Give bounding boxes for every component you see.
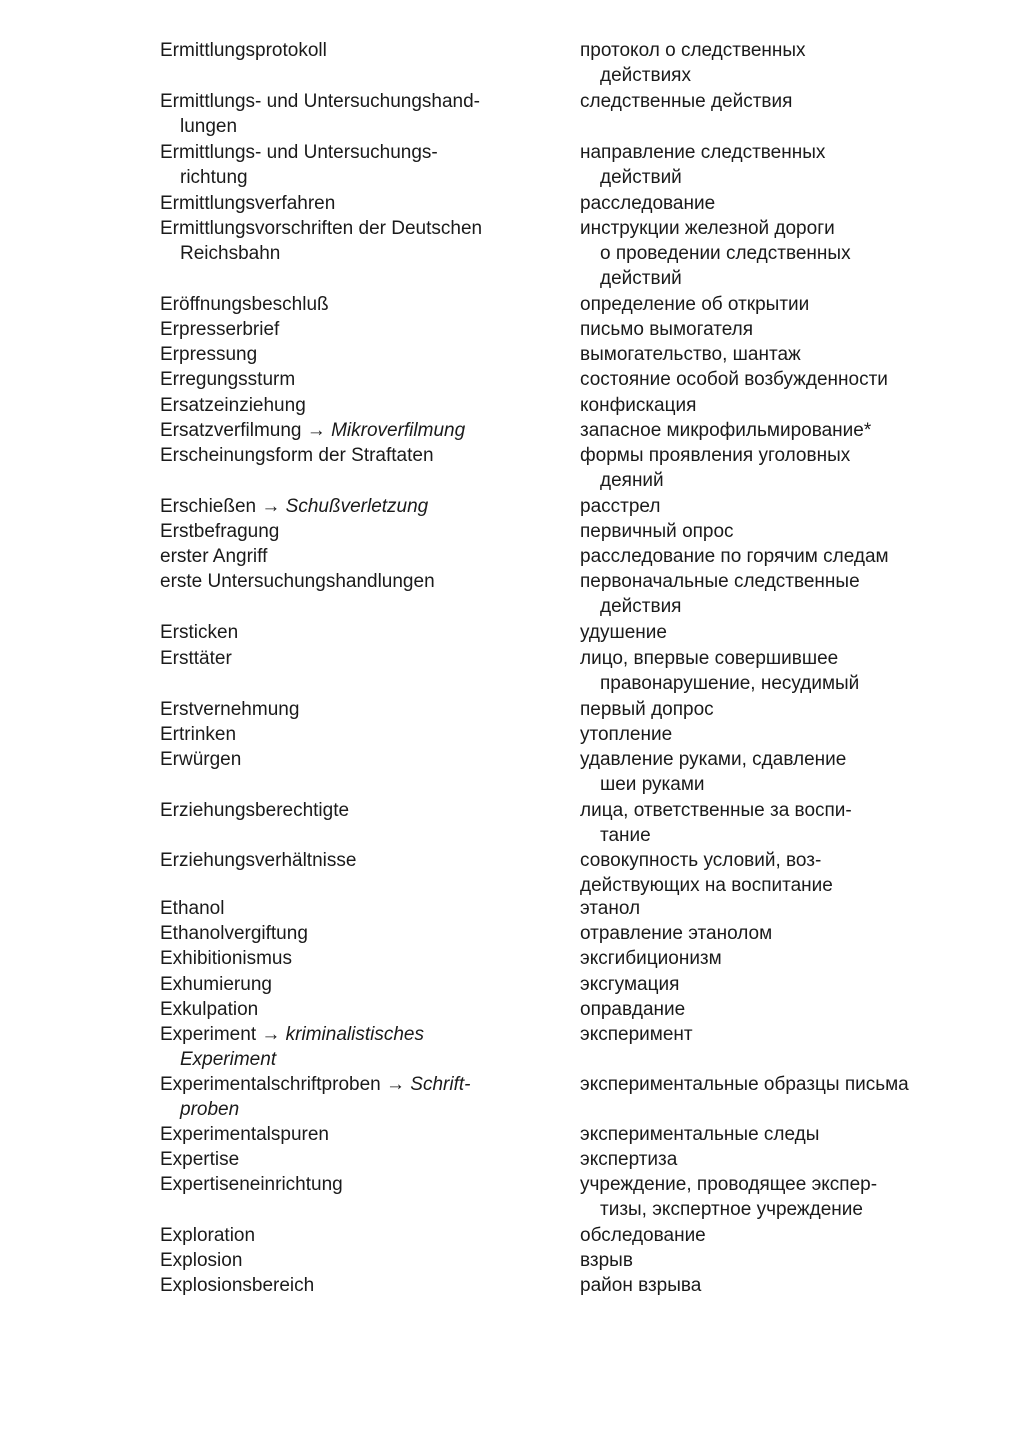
term-de: [160, 697, 299, 722]
term-line: lungen: [180, 116, 238, 137]
translation-ru: [580, 997, 685, 1022]
translation-ru: [580, 443, 850, 493]
translation-line: правонарушение, несудимый: [600, 673, 860, 694]
translation-line: конфискация: [580, 395, 697, 416]
term-line: [160, 1022, 424, 1047]
translation-ru: [580, 367, 888, 392]
term-de: [160, 89, 480, 139]
translation-line: действий: [600, 268, 682, 289]
translation-ru: [580, 418, 871, 443]
translation-line: эксгумация: [580, 974, 680, 995]
term-line: Erziehungsverhältnisse: [160, 850, 357, 871]
translation-line: действия: [600, 596, 682, 617]
translation-line: о проведении следственных: [600, 243, 851, 264]
translation-ru: [580, 697, 714, 722]
translation-line: учреждение, проводящее экспер-: [580, 1174, 878, 1195]
translation-line: шеи руками: [600, 774, 705, 795]
term-line: richtung: [180, 167, 248, 188]
translation-line: состояние особой возбужденности: [580, 369, 888, 390]
term-line: Erziehungsberechtigte: [160, 800, 350, 821]
term-line: Explosion: [160, 1250, 243, 1271]
term-de: [160, 798, 349, 823]
term-line: Eröffnungsbeschluß: [160, 294, 329, 315]
term-line: Exhibitionismus: [160, 948, 292, 969]
term-line: Explosionsbereich: [160, 1275, 315, 1296]
translation-ru: [580, 191, 715, 216]
term-line: Erpresserbrief: [160, 319, 280, 340]
translation-ru: [580, 393, 696, 418]
term-line: Ethanolvergiftung: [160, 923, 308, 944]
term-de: [160, 997, 258, 1022]
translation-line: вымогательство, шантаж: [580, 344, 801, 365]
translation-line: расследование по горячим следам: [580, 546, 889, 567]
translation-line: лица, ответственные за воспи-: [580, 800, 852, 821]
translation-ru: [580, 798, 852, 848]
term-de: [160, 1248, 242, 1273]
term-de: [160, 646, 232, 671]
translation-line: направление следственных: [580, 142, 826, 163]
term-line: Ermittlungs- und Untersuchungshand-: [160, 91, 481, 112]
term-line: Erstbefragung: [160, 521, 280, 542]
translation-ru: [580, 216, 851, 291]
term-de: [160, 896, 224, 921]
term-line: Ersatzeinziehung: [160, 395, 306, 416]
term-line: Erstvernehmung: [160, 699, 300, 720]
translation-line: действий: [600, 167, 682, 188]
arrow-right-icon: →: [306, 420, 326, 441]
term-line: Erscheinungsform der Straftaten: [160, 445, 434, 466]
translation-line: тание: [600, 825, 651, 846]
term-de: [160, 1122, 329, 1147]
cross-reference-link[interactable]: Mikroverfilmung: [331, 420, 466, 441]
term-line: Ermittlungsprotokoll: [160, 40, 327, 61]
term-de: [160, 140, 438, 190]
translation-ru: [580, 342, 801, 367]
term-de: [160, 1072, 470, 1122]
term-de: [160, 443, 434, 468]
term-de: [160, 722, 236, 747]
term-line: Ermittlungs- und Untersuchungs-: [160, 142, 438, 163]
term-line: Ersttäter: [160, 648, 232, 669]
translation-line: утопление: [580, 724, 673, 745]
translation-line: тизы, экспертное учреждение: [600, 1199, 863, 1220]
translation-ru: [580, 140, 825, 190]
translation-ru: [580, 620, 667, 645]
translation-ru: [580, 896, 640, 921]
term-de: [160, 1147, 239, 1172]
term-de: [160, 519, 279, 544]
term-line: Reichsbahn: [180, 243, 281, 264]
translation-ru: [580, 1147, 677, 1172]
translation-ru: [580, 38, 806, 88]
translation-line: оправдание: [580, 999, 686, 1020]
term-line: [160, 1072, 470, 1097]
translation-line: запасное микрофильмирование*: [580, 420, 872, 441]
translation-ru: [580, 747, 846, 797]
term-line: Erregungssturm: [160, 369, 296, 390]
term-line: [160, 418, 465, 443]
translation-line: протокол о следственных: [580, 40, 806, 61]
translation-ru: [580, 1223, 706, 1248]
translation-ru: [580, 292, 809, 317]
translation-line: первоначальные следственные: [580, 571, 860, 592]
translation-ru: [580, 317, 753, 342]
term-de: [160, 393, 306, 418]
term-line: Exkulpation: [160, 999, 259, 1020]
translation-ru: [580, 1273, 701, 1298]
term-text: Experiment: [160, 1024, 257, 1045]
translation-line: взрыв: [580, 1250, 633, 1271]
arrow-right-icon: →: [261, 496, 281, 517]
translation-line: письмо вымогателя: [580, 319, 754, 340]
translation-ru: [580, 722, 672, 747]
translation-line: экспериментальные образцы письма: [580, 1074, 909, 1095]
translation-ru: [580, 1172, 877, 1222]
translation-ru: [580, 946, 722, 971]
term-de: [160, 418, 465, 443]
term-de: [160, 317, 279, 342]
translation-ru: [580, 1248, 633, 1273]
term-line: erster Angriff: [160, 546, 268, 567]
term-line: Expertiseneinrichtung: [160, 1174, 343, 1195]
cross-reference-link[interactable]: Schrift-: [410, 1074, 471, 1095]
translation-line: район взрыва: [580, 1275, 702, 1296]
translation-ru: [580, 1122, 819, 1147]
term-text: Erschießen: [160, 496, 257, 517]
cross-reference-continuation[interactable]: Experiment: [180, 1049, 277, 1070]
term-de: [160, 1223, 255, 1248]
arrow-right-icon: →: [261, 1024, 281, 1045]
translation-ru: [580, 848, 833, 898]
term-de: [160, 946, 292, 971]
arrow-right-icon: →: [386, 1074, 405, 1095]
term-de: [160, 1273, 314, 1298]
term-line: Exhumierung: [160, 974, 272, 995]
term-line: Expertise: [160, 1149, 240, 1170]
translation-line: эксперимент: [580, 1024, 693, 1045]
translation-ru: [580, 646, 859, 696]
cross-reference-link[interactable]: kriminalistisches: [285, 1024, 424, 1045]
translation-line: действующих на воспитание: [580, 875, 833, 896]
translation-line: определение об открытии: [580, 294, 810, 315]
term-line: Ertrinken: [160, 724, 237, 745]
translation-line: обследование: [580, 1225, 706, 1246]
translation-line: лицо, впервые совершившее: [580, 648, 839, 669]
translation-line: деяний: [600, 470, 664, 491]
term-de: [160, 216, 482, 266]
translation-line: удушение: [580, 622, 667, 643]
translation-ru: [580, 1072, 909, 1097]
translation-line: удавление руками, сдавление: [580, 749, 847, 770]
term-line: Ersticken: [160, 622, 239, 643]
translation-line: инструкции железной дороги: [580, 218, 835, 239]
term-line: Ermittlungsverfahren: [160, 193, 336, 214]
term-de: [160, 747, 241, 772]
term-de: [160, 620, 238, 645]
term-line: Ethanol: [160, 898, 225, 919]
translation-line: расстрел: [580, 496, 661, 517]
term-de: [160, 972, 272, 997]
term-de: [160, 569, 435, 594]
translation-line: действиях: [600, 65, 691, 86]
translation-line: экспериментальные следы: [580, 1124, 820, 1145]
term-de: [160, 38, 327, 63]
translation-ru: [580, 569, 860, 619]
term-text: Experimentalschriftproben: [160, 1074, 381, 1095]
translation-ru: [580, 972, 679, 997]
translation-ru: [580, 519, 734, 544]
translation-ru: [580, 921, 772, 946]
translation-line: первичный опрос: [580, 521, 734, 542]
translation-line: следственные действия: [580, 91, 793, 112]
translation-line: этанол: [580, 898, 641, 919]
translation-line: совокупность условий, воз-: [580, 850, 822, 871]
term-line: Erpressung: [160, 344, 258, 365]
translation-line: отравление этанолом: [580, 923, 773, 944]
translation-line: расследование: [580, 193, 716, 214]
term-line: Erwürgen: [160, 749, 242, 770]
translation-line: эксгибиционизм: [580, 948, 722, 969]
term-line: erste Untersuchungshandlungen: [160, 571, 435, 592]
term-line: [160, 494, 428, 519]
term-line: Experimentalspuren: [160, 1124, 329, 1145]
term-de: [160, 342, 257, 367]
term-de: [160, 292, 329, 317]
term-de: [160, 921, 308, 946]
translation-ru: [580, 544, 889, 569]
term-line: Exploration: [160, 1225, 256, 1246]
cross-reference-link[interactable]: Schußverletzung: [285, 496, 429, 517]
term-de: [160, 1172, 343, 1197]
term-de: [160, 848, 356, 873]
translation-line: формы проявления уголовных: [580, 445, 851, 466]
translation-ru: [580, 89, 792, 114]
term-de: [160, 544, 267, 569]
translation-ru: [580, 1022, 693, 1047]
cross-reference-continuation[interactable]: proben: [180, 1099, 240, 1120]
translation-line: экспертиза: [580, 1149, 678, 1170]
term-de: [160, 367, 295, 392]
term-de: [160, 191, 335, 216]
term-de: [160, 1022, 424, 1072]
term-line: Ermittlungsvorschriften der Deutschen: [160, 218, 483, 239]
term-text: Ersatzverfilmung: [160, 420, 302, 441]
translation-line: первый допрос: [580, 699, 714, 720]
term-de: [160, 494, 428, 519]
translation-ru: [580, 494, 660, 519]
